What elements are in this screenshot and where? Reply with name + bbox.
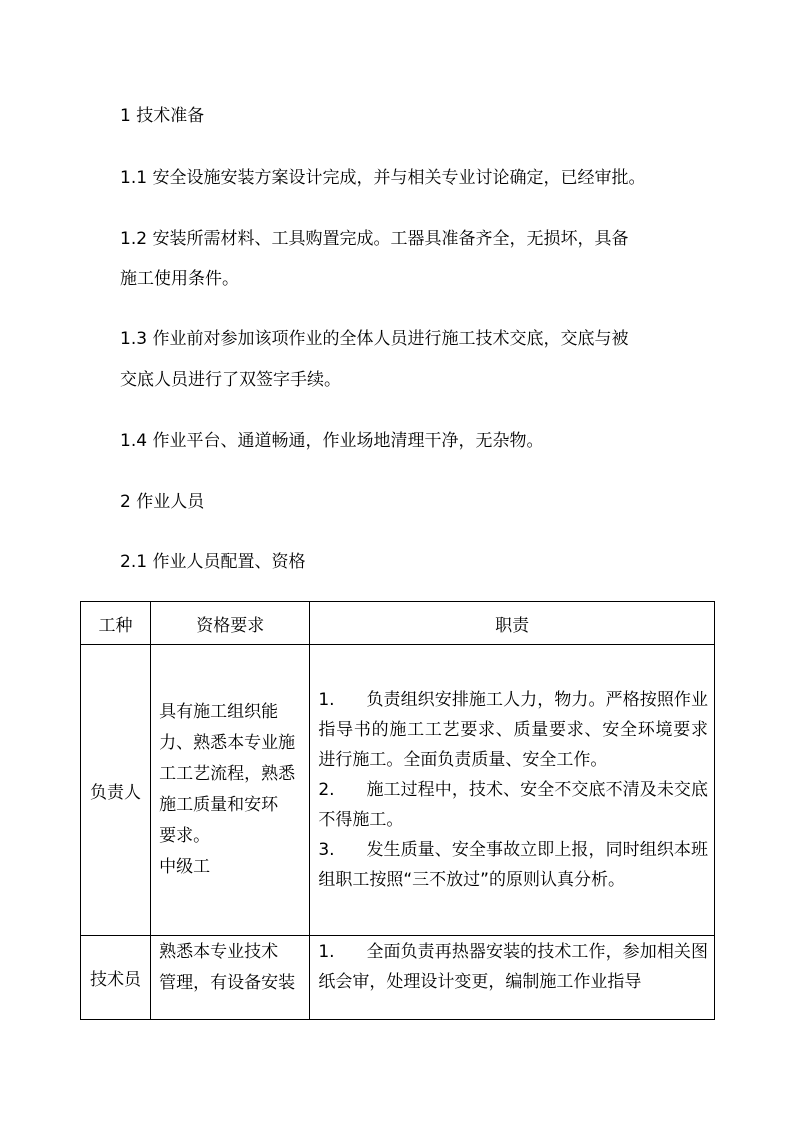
qualification-line: 具有施工组织能 bbox=[159, 702, 279, 722]
personnel-table bbox=[80, 601, 715, 1020]
qualification-line: 管理，有设备安装 bbox=[159, 973, 296, 993]
paragraph-1-3-line1: 1.3 作业前对参加该项作业的全体人员进行施工技术交底，交底与被 bbox=[120, 329, 629, 349]
role-cell: 技术员 bbox=[81, 936, 151, 1020]
paragraph-1-2-line1: 1.2 安装所需材料、工具购置完成。工器具准备齐全，无损坏，具备 bbox=[120, 229, 629, 249]
duty-item bbox=[318, 937, 708, 997]
duty-text: 发生质量、安全事故立即上报，同时组织本班组职工按照“三不放过”的原则认真分析。 bbox=[318, 840, 708, 890]
header-duties: 职责 bbox=[310, 602, 715, 645]
section-heading-1: 1 技术准备 bbox=[120, 106, 205, 126]
role-cell: 负责人 bbox=[81, 645, 151, 936]
table-header-row bbox=[81, 602, 715, 645]
duty-text: 负责组织安排施工人力，物力。严格按照作业指导书的施工工艺要求、质量要求、安全环境要求进行施工。全面负责质量、安全工作。 bbox=[318, 690, 708, 770]
qualification-line: 要求。 bbox=[159, 826, 211, 846]
duty-text: 全面负责再热器安装的技术工作，参加相关图纸会审，处理设计变更，编制施工作业指导 bbox=[318, 942, 708, 992]
qualification-line: 施工质量和安环 bbox=[159, 795, 279, 815]
qualification-line: 熟悉本专业技术 bbox=[159, 942, 279, 962]
paragraph-1-3-line2: 交底人员进行了双签字手续。 bbox=[120, 370, 341, 390]
paragraph-1-4: 1.4 作业平台、通道畅通，作业场地清理干净，无杂物。 bbox=[120, 431, 544, 451]
duty-item bbox=[318, 685, 708, 775]
header-role: 工种 bbox=[81, 602, 151, 645]
section-heading-2: 2 作业人员 bbox=[120, 492, 205, 512]
qualification-line: 力、熟悉本专业施 bbox=[159, 733, 296, 753]
duty-text: 施工过程中，技术、安全不交底不清及未交底不得施工。 bbox=[318, 780, 708, 830]
duty-item bbox=[318, 835, 708, 895]
paragraph-1-2-line2: 施工使用条件。 bbox=[120, 269, 239, 289]
header-qualification: 资格要求 bbox=[151, 602, 310, 645]
duties-cell bbox=[310, 645, 715, 936]
qualification-cell bbox=[151, 936, 310, 1020]
duties-cell bbox=[310, 936, 715, 1020]
duty-number: 1. bbox=[318, 942, 335, 962]
paragraph-2-1: 2.1 作业人员配置、资格 bbox=[120, 552, 306, 572]
qualification-cell bbox=[151, 645, 310, 936]
paragraph-1-1: 1.1 安全设施安装方案设计完成，并与相关专业讨论确定，已经审批。 bbox=[120, 168, 646, 188]
duty-item bbox=[318, 775, 708, 835]
qualification-line: 工工艺流程，熟悉 bbox=[159, 764, 296, 784]
duty-number: 3. bbox=[318, 840, 335, 860]
table-row bbox=[81, 936, 715, 1020]
duty-number: 2. bbox=[318, 780, 335, 800]
qualification-line: 中级工 bbox=[159, 857, 211, 877]
table-row bbox=[81, 645, 715, 936]
duty-number: 1. bbox=[318, 690, 335, 710]
